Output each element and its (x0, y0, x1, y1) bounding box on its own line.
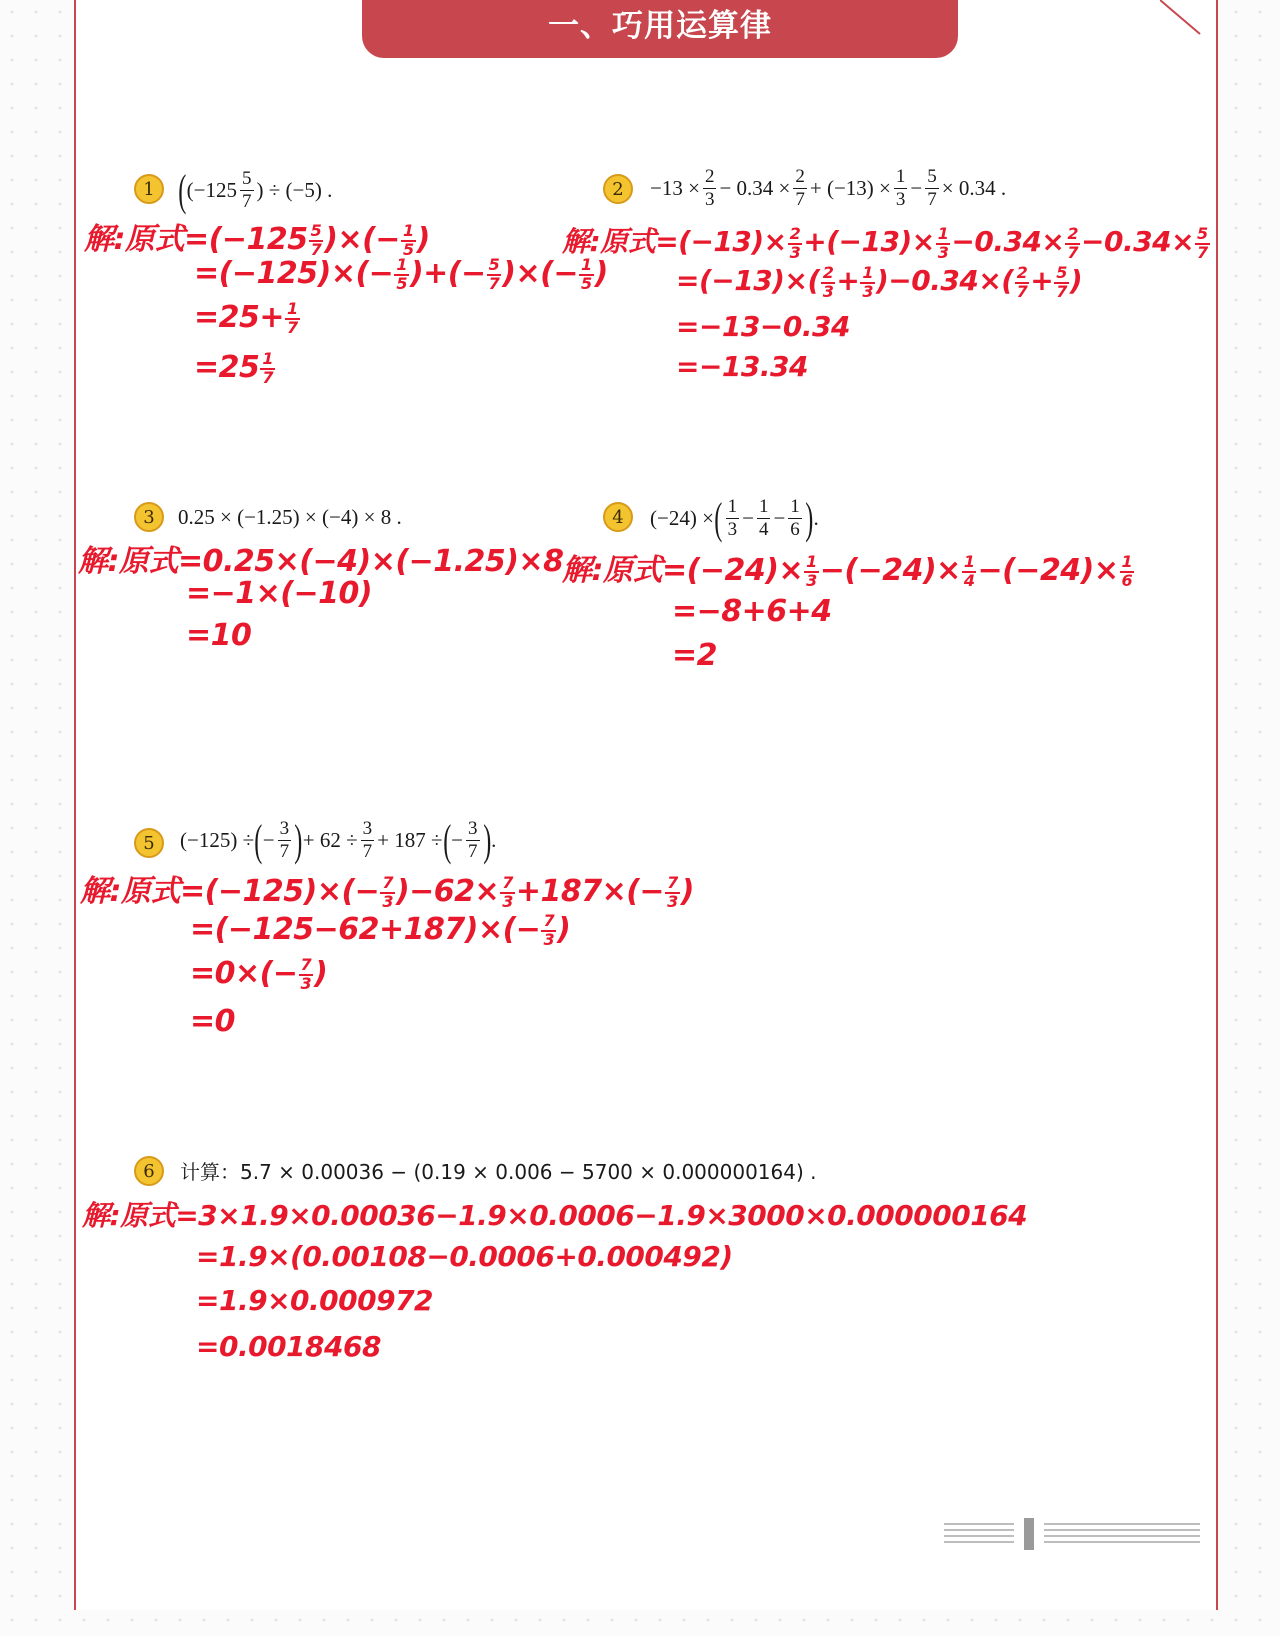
problem-2-expression (650, 166, 1006, 211)
denominator: 7 (242, 191, 252, 212)
denominator: 6 (790, 519, 800, 540)
numerator: 1 (262, 349, 274, 368)
solution-line: =2 (672, 638, 718, 673)
denominator: 3 (704, 189, 715, 210)
sol-text: 解:原式=(−125 (84, 222, 308, 257)
hand-fraction (821, 262, 836, 301)
numerator: 1 (790, 496, 800, 517)
numerator: 1 (287, 299, 298, 318)
numerator: 5 (242, 168, 252, 189)
expr-text: − (262, 828, 275, 852)
denominator: 7 (279, 841, 290, 862)
sol-text: + (836, 264, 860, 297)
expr-text: (−125 (186, 178, 237, 202)
denominator: 7 (468, 841, 478, 862)
sol-text: =(−125)×(− (194, 256, 394, 291)
denominator: 4 (963, 571, 975, 590)
numerator: 7 (543, 911, 555, 930)
solution-line (676, 264, 1082, 300)
numerator: 5 (310, 221, 322, 240)
page-corner-fold (1160, 0, 1220, 40)
problem-number-badge: 4 (603, 502, 633, 532)
numerator: 5 (927, 166, 937, 187)
hand-fraction (541, 913, 556, 948)
denominator: 7 (262, 368, 274, 387)
hand-fraction (299, 957, 314, 992)
solution-line: =0 (190, 1004, 236, 1039)
sol-text: 解:原式=(−125)×(− (80, 874, 380, 909)
denominator: 5 (581, 274, 592, 293)
numerator: 2 (1067, 223, 1079, 243)
hand-fraction (1195, 223, 1210, 262)
numerator: 1 (963, 552, 975, 571)
sol-text: =(−13)×( (676, 264, 820, 297)
solution-line (190, 956, 327, 992)
sol-text: +187×(− (515, 874, 665, 909)
hand-fraction (1054, 262, 1069, 301)
fraction (240, 168, 254, 213)
problem-4-expression (650, 493, 819, 543)
solution-line: =−8+6+4 (672, 594, 832, 629)
hand-fraction (500, 875, 515, 910)
numerator: 5 (1056, 262, 1067, 282)
sol-text: )×(− (502, 256, 578, 291)
numerator: 7 (667, 873, 678, 892)
hand-fraction (1065, 223, 1080, 262)
expr-text: + 187 ÷ (377, 828, 443, 852)
numerator: 2 (704, 166, 715, 187)
solution-line: =10 (186, 618, 252, 653)
denominator: 7 (1197, 242, 1208, 262)
denominator: 3 (862, 281, 873, 301)
numerator: 7 (502, 873, 513, 892)
expr-text: − (451, 828, 464, 852)
sol-text: 解:原式=(−13)× (562, 225, 787, 258)
denominator: 5 (402, 240, 414, 259)
sol-text: ) (680, 874, 694, 909)
denominator: 3 (789, 242, 801, 262)
solution-line (562, 220, 1211, 261)
denominator: 7 (795, 189, 805, 210)
sol-text: +(−13)× (803, 225, 935, 258)
sol-text: )+(− (409, 256, 486, 291)
denominator: 4 (758, 519, 769, 540)
hand-fraction (260, 351, 275, 386)
problem-number-badge: 5 (134, 828, 164, 858)
solution-line: 解:原式=3×1.9×0.00036−1.9×0.0006−1.9×3000×0.000000164 (82, 1199, 1028, 1232)
denominator: 7 (310, 240, 322, 259)
solution-line: 解:原式=0.25×(−4)×(−1.25)×8 (78, 544, 564, 579)
solution-line: =1.9×(0.00108−0.0006+0.000492) (196, 1240, 733, 1273)
fraction (703, 166, 717, 211)
right-paren: ) (805, 493, 814, 543)
denominator: 7 (1016, 281, 1028, 301)
sol-text: −0.34× (1081, 225, 1195, 258)
expr-text: −13 × (650, 176, 700, 200)
expr-text: − (773, 506, 786, 530)
denominator: 3 (822, 281, 834, 301)
sol-text: 解:原式=(−24)× (562, 553, 804, 588)
solution-line (562, 545, 1135, 589)
denominator: 7 (1067, 242, 1079, 262)
sol-text: =(−125−62+187)×(− (190, 912, 541, 947)
sol-text: ) (1069, 264, 1083, 297)
fraction (726, 496, 740, 541)
numerator: 1 (396, 255, 407, 274)
denominator: 6 (1121, 571, 1133, 590)
hand-fraction (962, 554, 977, 589)
problem-5-expression (180, 815, 497, 865)
section-title: 一、巧用运算律 (548, 8, 772, 44)
expr-text: − (742, 506, 754, 530)
solution-line (194, 350, 276, 386)
denominator: 7 (488, 274, 500, 293)
hand-fraction (860, 262, 875, 301)
denominator: 3 (667, 892, 678, 911)
fraction (793, 166, 807, 211)
hand-fraction (401, 223, 416, 258)
section-title-banner (362, 0, 958, 58)
fraction (757, 496, 771, 541)
numerator: 1 (937, 223, 949, 243)
hand-fraction (1120, 554, 1135, 589)
expr-text: . (813, 506, 819, 530)
right-paren: ) (294, 815, 303, 865)
numerator: 3 (468, 818, 478, 839)
denominator: 3 (806, 571, 817, 590)
denominator: 3 (895, 189, 906, 210)
sol-text: −0.34× (951, 225, 1065, 258)
numerator: 1 (806, 552, 817, 571)
denominator: 7 (362, 841, 373, 862)
denominator: 3 (300, 974, 312, 993)
numerator: 2 (789, 223, 801, 243)
hand-fraction (804, 554, 819, 589)
numerator: 1 (581, 255, 592, 274)
numerator: 1 (758, 496, 769, 517)
solution-line (194, 256, 608, 292)
problem-3-expression: 0.25 × (−1.25) × (−4) × 8 . (178, 505, 402, 529)
fraction (788, 496, 802, 541)
sol-text: −(−24)× (977, 553, 1119, 588)
numerator: 2 (795, 166, 805, 187)
numerator: 7 (300, 955, 312, 974)
sol-text: ) (594, 256, 608, 291)
sol-text: )−0.34×( (876, 264, 1014, 297)
hand-fraction (487, 257, 502, 292)
numerator: 1 (402, 221, 414, 240)
left-paren: ( (254, 815, 263, 865)
solution-line: =−1×(−10) (186, 576, 373, 611)
sol-text: )×(− (324, 222, 400, 257)
denominator: 3 (543, 930, 555, 949)
numerator: 1 (862, 262, 873, 282)
denominator: 7 (1056, 281, 1067, 301)
fraction (894, 166, 908, 211)
hand-fraction (1015, 262, 1030, 301)
left-paren: ( (178, 165, 187, 215)
expr-text: × 0.34 . (941, 176, 1007, 200)
denominator: 3 (382, 892, 393, 911)
problem-number-badge: 3 (134, 502, 164, 532)
expr-text: (−125) ÷ (180, 828, 255, 852)
denominator: 3 (937, 242, 949, 262)
problem-number-badge: 2 (603, 174, 633, 204)
solution-line: =1.9×0.000972 (196, 1284, 434, 1317)
expr-text: (−24) × (650, 506, 714, 530)
solution-line (194, 300, 301, 336)
solution-line: =0.0018468 (196, 1330, 381, 1363)
problem-number-badge: 6 (134, 1156, 164, 1186)
sol-text: =25+ (194, 300, 285, 335)
numerator: 3 (279, 818, 290, 839)
numerator: 1 (727, 496, 738, 517)
expr-text: . (491, 828, 497, 852)
denominator: 7 (287, 318, 298, 337)
problem-number-badge: 1 (134, 174, 164, 204)
hand-fraction (665, 875, 680, 910)
hand-fraction (788, 223, 803, 262)
solution-line: =−13.34 (676, 350, 808, 383)
expr-text: − (910, 176, 923, 200)
sol-text: ) (314, 956, 328, 991)
right-paren: ) (482, 815, 491, 865)
sol-text: =0×(− (190, 956, 298, 991)
hand-fraction (380, 875, 395, 910)
numerator: 1 (1121, 552, 1133, 571)
sol-text: + (1030, 264, 1054, 297)
denominator: 5 (396, 274, 407, 293)
fraction (925, 166, 939, 211)
denominator: 3 (502, 892, 513, 911)
fraction (466, 818, 480, 863)
problem-6-expression: 计算：5.7 × 0.00036 − (0.19 × 0.006 − 5700 × 0.000000164) . (180, 1160, 817, 1184)
denominator: 3 (727, 519, 738, 540)
numerator: 5 (1197, 223, 1208, 243)
numerator: 5 (488, 255, 500, 274)
solution-line (80, 866, 694, 910)
expr-text: + 62 ÷ (302, 828, 358, 852)
sol-text: )−62× (395, 874, 500, 909)
expr-text: − 0.34 × (719, 176, 791, 200)
expr-text: ) ÷ (−5) . (256, 178, 333, 202)
sol-text: −(−24)× (819, 553, 961, 588)
hand-fraction (936, 223, 951, 262)
hand-fraction (309, 223, 324, 258)
solution-line: =−13−0.34 (676, 310, 850, 343)
sol-text: ) (557, 912, 571, 947)
page-footer-decoration (944, 1514, 1204, 1554)
expr-text: + (−13) × (809, 176, 891, 200)
numerator: 1 (895, 166, 906, 187)
numerator: 2 (822, 262, 834, 282)
fraction (361, 818, 375, 863)
solution-line (190, 912, 570, 948)
denominator: 7 (927, 189, 937, 210)
left-paren: ( (442, 815, 451, 865)
numerator: 3 (362, 818, 373, 839)
problem-1-expression (178, 165, 333, 215)
hand-fraction (285, 301, 300, 336)
fraction (278, 818, 292, 863)
numerator: 2 (1016, 262, 1028, 282)
sol-text: =25 (194, 350, 260, 385)
sol-text: ) (416, 222, 430, 257)
numerator: 7 (382, 873, 393, 892)
hand-fraction (394, 257, 409, 292)
left-paren: ( (714, 493, 723, 543)
hand-fraction (579, 257, 594, 292)
solution-line (84, 214, 430, 258)
